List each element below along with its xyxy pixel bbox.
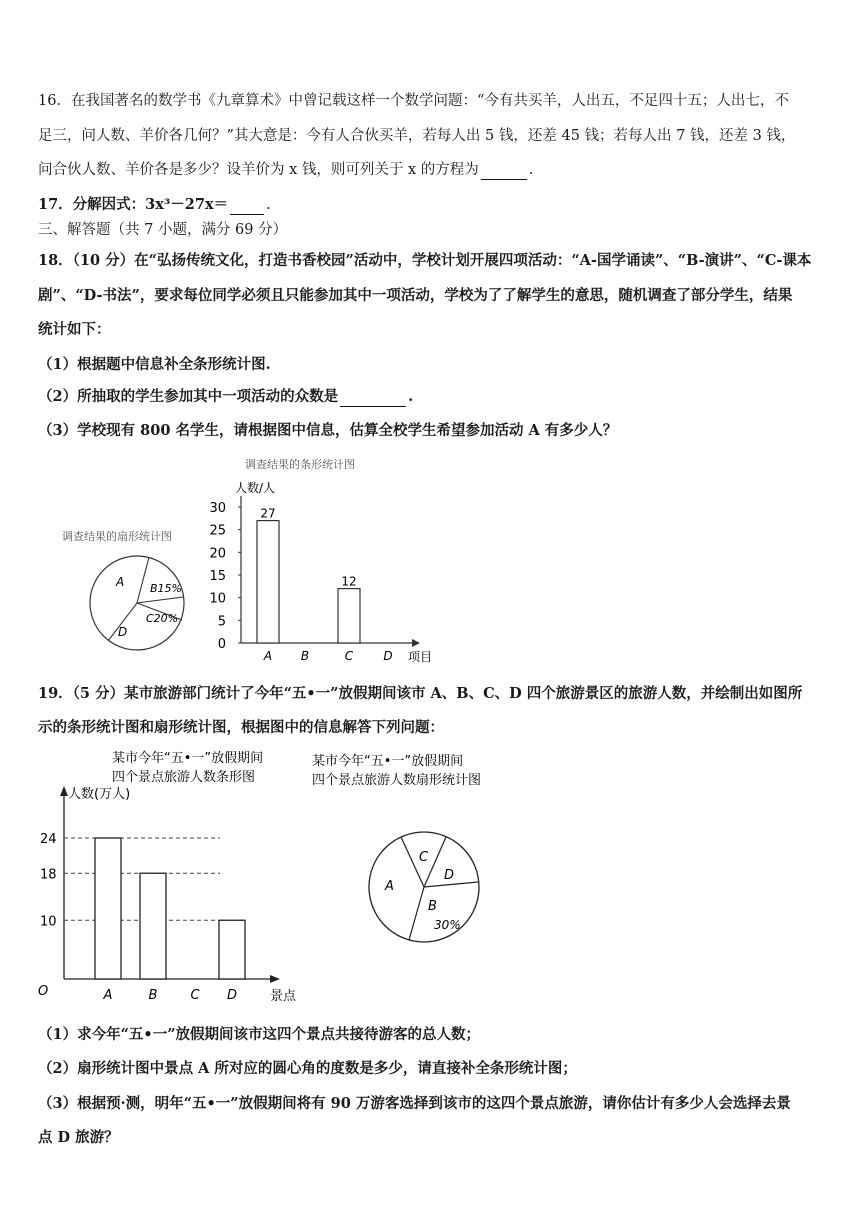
q19-bar-ytick-label: 18 bbox=[40, 867, 57, 883]
q18-bar-ytick-label: 10 bbox=[209, 591, 226, 607]
q19-line2: 示的条形统计图和扇形统计图，根据图中的信息解答下列问题： bbox=[38, 719, 444, 736]
q19-bar-b bbox=[140, 873, 166, 979]
q16-line1: 16．在我国著名的数学书《九章算术》中曾记载这样一个数学问题：“今有共买羊，人出五，不足四十五；人出七，不 bbox=[38, 93, 789, 109]
q18-bar-xlabel: 项目 bbox=[408, 650, 433, 664]
q16-line3-text: 问合伙人数、羊价各是多少？设羊价为 x 钱，则可列关于 x 的方程为 bbox=[38, 162, 479, 178]
q18-line2: 剧”、“D-书法”，要求每位同学必须且只能参加其中一项活动，学校为了了解学生的意思，随机调查了部分学生，结果 bbox=[38, 287, 793, 304]
q18-bar-category-label: B bbox=[300, 649, 310, 663]
q18-part2-text: （2）所抽取的学生参加其中一项活动的众数是 bbox=[38, 388, 339, 405]
q19-pie-label-percent: 30% bbox=[434, 918, 461, 932]
q18-pie-label-d: D bbox=[118, 625, 128, 639]
q18-bar-title: 调查结果的条形统计图 bbox=[245, 458, 355, 471]
q18-line1: 18．（10 分）在“弘扬传统文化，打造书香校园”活动中，学校计划开展四项活动：“A-国学诵读”、“B-演讲”、“C-课本 bbox=[38, 252, 812, 269]
section-heading: 三、解答题（共 7 小题，满分 69 分） bbox=[38, 222, 288, 238]
q17-text: 17．分解因式：3x³－27x＝ bbox=[38, 196, 229, 213]
q19-pie-label-a: A bbox=[385, 879, 394, 894]
q19-bar-d bbox=[219, 920, 245, 979]
q18-bar-category-label: A bbox=[263, 649, 273, 663]
q18-pie-label-c: C20% bbox=[146, 612, 179, 625]
q19-bar-ytick-label: 10 bbox=[40, 914, 57, 930]
q19-part3-line2: 点 D 旅游？ bbox=[38, 1129, 119, 1146]
q18-bar-ytick-label: 15 bbox=[209, 569, 226, 584]
q19-line1: 19．（5 分）某市旅游部门统计了今年“五•一”放假期间该市 A、B、C、D 四个旅游景区的旅游人数，并绘制出如图所 bbox=[38, 685, 803, 702]
q19-bar-yaxis-arrow bbox=[60, 786, 68, 796]
q19-bar-xlabel: 景点 bbox=[270, 989, 297, 1004]
q19-pie-label-d: D bbox=[444, 868, 455, 883]
q19-bar-category-label: D bbox=[226, 988, 238, 1003]
q18-bar-ytick-label: 5 bbox=[217, 614, 226, 630]
q18-bar-category-label: D bbox=[383, 649, 393, 663]
q18-bar-ytick-label: 20 bbox=[209, 546, 226, 562]
q19-bar-xaxis-arrow bbox=[270, 975, 280, 983]
q18-bar-ylabel: 人数/人 bbox=[235, 481, 276, 495]
q19-pie-label-c: C bbox=[419, 850, 429, 865]
q19-part1: （1）求今年“五•一”放假期间该市这四个景点共接待游客的总人数； bbox=[38, 1026, 481, 1043]
q19-pie-title-1: 某市今年“五•一”放假期间 bbox=[312, 754, 464, 769]
q18-pie-title: 调查结果的扇形统计图 bbox=[62, 530, 172, 543]
q19-pie-label-b: B bbox=[428, 899, 437, 914]
q19-pie-title-2: 四个景点旅游人数扇形统计图 bbox=[312, 773, 482, 788]
q19-bar-ylabel: 人数(万人) bbox=[68, 787, 131, 802]
q19-pie-chart bbox=[369, 832, 479, 942]
q18-part1: （1）根据题中信息补全条形统计图. bbox=[38, 356, 271, 373]
q18-bar-ytick-label: 30 bbox=[209, 501, 226, 516]
q19-pie-divider-ba bbox=[409, 887, 424, 940]
q19-bar-title-2: 四个景点旅游人数条形图 bbox=[112, 770, 256, 785]
q18-bar-ytick-label: 25 bbox=[209, 523, 226, 539]
q19-bar-origin: O bbox=[38, 984, 49, 999]
q19-bar-category-label: C bbox=[190, 988, 200, 1003]
q19-bar-category-label: A bbox=[103, 988, 113, 1003]
q19-bar-title-1: 某市今年“五•一”放假期间 bbox=[112, 751, 264, 766]
q16-line3-end: . bbox=[528, 162, 534, 178]
q18-part2-end: . bbox=[408, 388, 414, 405]
q18-line3: 统计如下： bbox=[38, 321, 111, 338]
q19-part2: （2）扇形统计图中景点 A 所对应的圆心角的度数是多少，请直接补全条形统计图； bbox=[38, 1060, 577, 1077]
q17-end: . bbox=[266, 197, 271, 213]
q19-bar-a bbox=[95, 838, 121, 979]
q18-bar-category-label: C bbox=[344, 649, 354, 663]
q19-bar-ytick-label: 24 bbox=[40, 832, 57, 847]
q19-part3-line1: （3）根据预·测，明年“五•一”放假期间将有 90 万游客选择到该市的这四个景点旅游，请你估计有多少人会选择去景 bbox=[38, 1095, 791, 1112]
q18-pie-label-a: A bbox=[116, 575, 125, 589]
q19-bar-chart bbox=[40, 786, 280, 1003]
q18-bar-value-label: 12 bbox=[341, 574, 357, 589]
q18-bar-value-label: 27 bbox=[260, 506, 276, 521]
q19-bar-category-label: B bbox=[148, 988, 158, 1003]
q18-pie-label-b: B15% bbox=[150, 582, 182, 595]
q18-bar-ytick-label: 0 bbox=[217, 637, 226, 652]
q18-part3: （3）学校现有 800 名学生，请根据图中信息，估算全校学生希望参加活动 A 有多少人？ bbox=[38, 422, 618, 439]
q16-line2: 足三，问人数、羊价各几何？”其大意是：今有人合伙买羊，若每人出 5 钱，还差 45 钱；若每人出 7 钱，还差 3 钱， bbox=[38, 128, 796, 144]
